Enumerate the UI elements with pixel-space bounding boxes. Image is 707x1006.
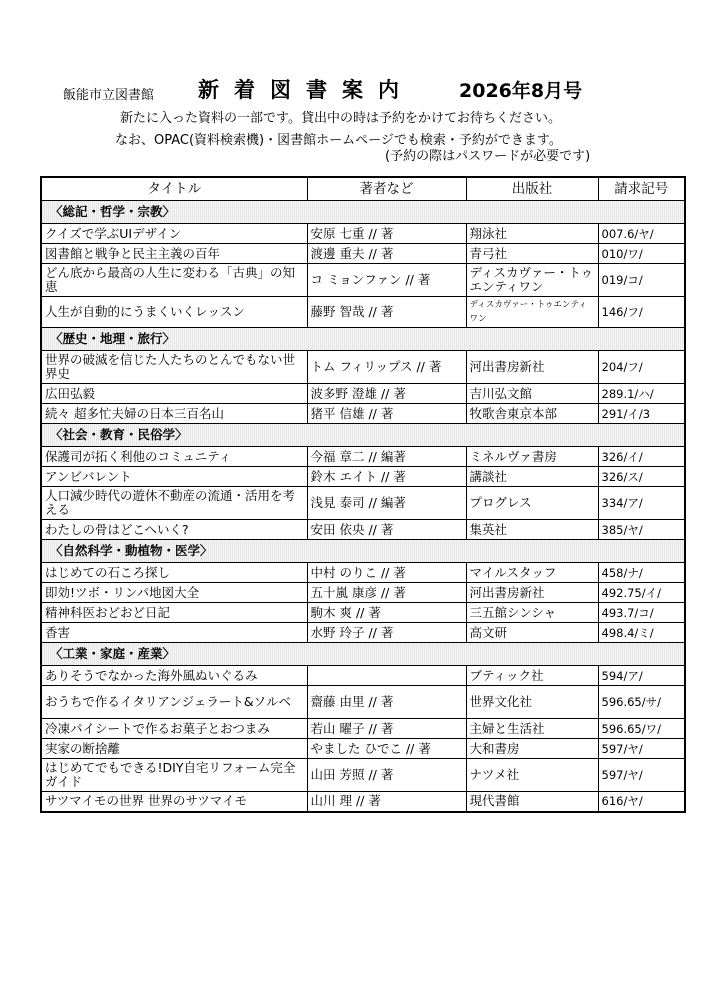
book-title: どん底から最高の人生に変わる「古典」の知恵 <box>41 264 307 297</box>
book-author: 中村 のりこ // 著 <box>307 563 466 583</box>
table-row <box>41 623 685 643</box>
page-title: 新着図書案内 <box>198 78 414 102</box>
book-publisher: 大和書房 <box>466 739 598 759</box>
book-call-number: 596.65/サ/ <box>598 686 685 719</box>
book-publisher: 河出書房新社 <box>466 583 598 603</box>
book-publisher: 三五館シンシャ <box>466 603 598 623</box>
intro-line-1: 新たに入った資料の一部です。貸出中の時は予約をかけてお待ちください。 <box>120 111 561 126</box>
book-title: ありそうでなかった海外風ぬいぐるみ <box>41 666 307 686</box>
table-row <box>41 447 685 467</box>
col-header-publisher: 出版社 <box>466 177 598 201</box>
table-row <box>41 583 685 603</box>
book-call-number: 010/ワ/ <box>598 244 685 264</box>
book-title: はじめてでもできる!DIY自宅リフォーム完全ガイド <box>41 759 307 792</box>
table-row <box>41 563 685 583</box>
book-publisher: ディスカヴァー・トゥエンティワン <box>466 297 598 328</box>
book-call-number: 289.1/ハ/ <box>598 384 685 404</box>
book-author: 藤野 智哉 // 著 <box>307 297 466 328</box>
book-call-number: 597/ヤ/ <box>598 739 685 759</box>
category-label: 〈社会・教育・民俗学〉 <box>41 424 685 447</box>
book-call-number: 596.65/ワ/ <box>598 719 685 739</box>
table-row <box>41 404 685 424</box>
table-row <box>41 467 685 487</box>
table-row <box>41 520 685 540</box>
book-publisher: 河出書房新社 <box>466 351 598 384</box>
book-publisher: ミネルヴァ書房 <box>466 447 598 467</box>
book-title: わたしの骨はどこへいく? <box>41 520 307 540</box>
col-header-title: タイトル <box>41 177 307 201</box>
category-row <box>41 643 685 666</box>
book-call-number: 204/フ/ <box>598 351 685 384</box>
book-call-number: 458/ナ/ <box>598 563 685 583</box>
book-author: 渡邊 重夫 // 著 <box>307 244 466 264</box>
category-row <box>41 424 685 447</box>
book-author: 猪平 信雄 // 著 <box>307 404 466 424</box>
book-author: 五十嵐 康彦 // 著 <box>307 583 466 603</box>
book-call-number: 007.6/ヤ/ <box>598 224 685 244</box>
book-author: 駒木 爽 // 著 <box>307 603 466 623</box>
book-author: 水野 玲子 // 著 <box>307 623 466 643</box>
book-title: 人生が自動的にうまくいくレッスン <box>41 297 307 328</box>
book-author <box>307 666 466 686</box>
book-author: 齋藤 由里 // 著 <box>307 686 466 719</box>
table-row <box>41 792 685 812</box>
book-title: 世界の破滅を信じた人たちのとんでもない世界史 <box>41 351 307 384</box>
table-row <box>41 297 685 328</box>
table-row <box>41 603 685 623</box>
intro-line-2: なお、OPAC(資料検索機)・図書館ホームページでも検索・予約ができます。 <box>115 133 562 148</box>
table-row <box>41 351 685 384</box>
book-publisher: マイルスタッフ <box>466 563 598 583</box>
book-call-number: 492.75/イ/ <box>598 583 685 603</box>
category-label: 〈自然科学・動植物・医学〉 <box>41 540 685 563</box>
book-author: 若山 曜子 // 著 <box>307 719 466 739</box>
table-row <box>41 686 685 719</box>
book-call-number: 334/ア/ <box>598 487 685 520</box>
book-author: やました ひでこ // 著 <box>307 739 466 759</box>
book-call-number: 291/イ/3 <box>598 404 685 424</box>
category-row <box>41 201 685 224</box>
book-publisher: 主婦と生活社 <box>466 719 598 739</box>
book-author: コ ミョンファン // 著 <box>307 264 466 297</box>
book-publisher: 吉川弘文館 <box>466 384 598 404</box>
book-publisher: 牧歌舎東京本部 <box>466 404 598 424</box>
table-row <box>41 224 685 244</box>
book-call-number: 146/フ/ <box>598 297 685 328</box>
book-author: 山川 理 // 著 <box>307 792 466 812</box>
book-publisher: 現代書館 <box>466 792 598 812</box>
intro-line-3: (予約の際はパスワードが必要です) <box>385 149 591 164</box>
category-label: 〈工業・家庭・産業〉 <box>41 643 685 666</box>
book-author: 浅見 泰司 // 編著 <box>307 487 466 520</box>
book-call-number: 019/コ/ <box>598 264 685 297</box>
book-author: 今福 章二 // 編著 <box>307 447 466 467</box>
book-title: おうちで作るイタリアンジェラート&ソルベ <box>41 686 307 719</box>
book-publisher: ディスカヴァー・トゥエンティワン <box>466 264 598 297</box>
book-title: クイズで学ぶUIデザイン <box>41 224 307 244</box>
book-author: 波多野 澄雄 // 著 <box>307 384 466 404</box>
category-label: 〈総記・哲学・宗教〉 <box>41 201 685 224</box>
book-publisher: プログレス <box>466 487 598 520</box>
issue-label: 2026年8月号 <box>459 80 583 102</box>
book-table <box>40 176 686 813</box>
book-title: はじめての石ころ探し <box>41 563 307 583</box>
table-row <box>41 264 685 297</box>
book-title: 人口減少時代の遊休不動産の流通・活用を考える <box>41 487 307 520</box>
book-author: 山田 芳照 // 著 <box>307 759 466 792</box>
book-call-number: 594/ア/ <box>598 666 685 686</box>
book-title: 冷凍パイシートで作るお菓子とおつまみ <box>41 719 307 739</box>
table-body <box>41 201 685 812</box>
book-author: 鈴木 エイト // 著 <box>307 467 466 487</box>
table-header-row <box>41 177 685 201</box>
col-header-author: 著者など <box>307 177 466 201</box>
book-call-number: 493.7/コ/ <box>598 603 685 623</box>
book-publisher: 翔泳社 <box>466 224 598 244</box>
table-row <box>41 244 685 264</box>
book-title: アンビバレント <box>41 467 307 487</box>
book-publisher: 高文研 <box>466 623 598 643</box>
library-name: 飯能市立図書館 <box>63 88 155 103</box>
book-title: 香害 <box>41 623 307 643</box>
col-header-call-number: 請求記号 <box>598 177 685 201</box>
table-row <box>41 666 685 686</box>
table-row <box>41 719 685 739</box>
book-publisher: 青弓社 <box>466 244 598 264</box>
category-row <box>41 328 685 351</box>
book-author: トム フィリップス // 著 <box>307 351 466 384</box>
book-title: 実家の断捨離 <box>41 739 307 759</box>
book-publisher: ブティック社 <box>466 666 598 686</box>
book-title: 保護司が拓く利他のコミュニティ <box>41 447 307 467</box>
category-row <box>41 540 685 563</box>
table-row <box>41 384 685 404</box>
book-title: 図書館と戦争と民主主義の百年 <box>41 244 307 264</box>
table-row <box>41 487 685 520</box>
book-title: 続々 超多忙夫婦の日本三百名山 <box>41 404 307 424</box>
book-call-number: 326/イ/ <box>598 447 685 467</box>
table-row <box>41 759 685 792</box>
book-call-number: 326/ス/ <box>598 467 685 487</box>
book-title: 即効!ツボ・リンパ地図大全 <box>41 583 307 603</box>
book-title: サツマイモの世界 世界のサツマイモ <box>41 792 307 812</box>
book-call-number: 597/ヤ/ <box>598 759 685 792</box>
book-title: 広田弘毅 <box>41 384 307 404</box>
table-row <box>41 739 685 759</box>
book-author: 安原 七重 // 著 <box>307 224 466 244</box>
book-author: 安田 依央 // 著 <box>307 520 466 540</box>
category-label: 〈歴史・地理・旅行〉 <box>41 328 685 351</box>
book-call-number: 498.4/ミ/ <box>598 623 685 643</box>
book-call-number: 385/ヤ/ <box>598 520 685 540</box>
book-publisher: 世界文化社 <box>466 686 598 719</box>
book-publisher: ナツメ社 <box>466 759 598 792</box>
book-publisher: 集英社 <box>466 520 598 540</box>
book-call-number: 616/ヤ/ <box>598 792 685 812</box>
book-publisher: 講談社 <box>466 467 598 487</box>
book-title: 精神科医おどおど日記 <box>41 603 307 623</box>
